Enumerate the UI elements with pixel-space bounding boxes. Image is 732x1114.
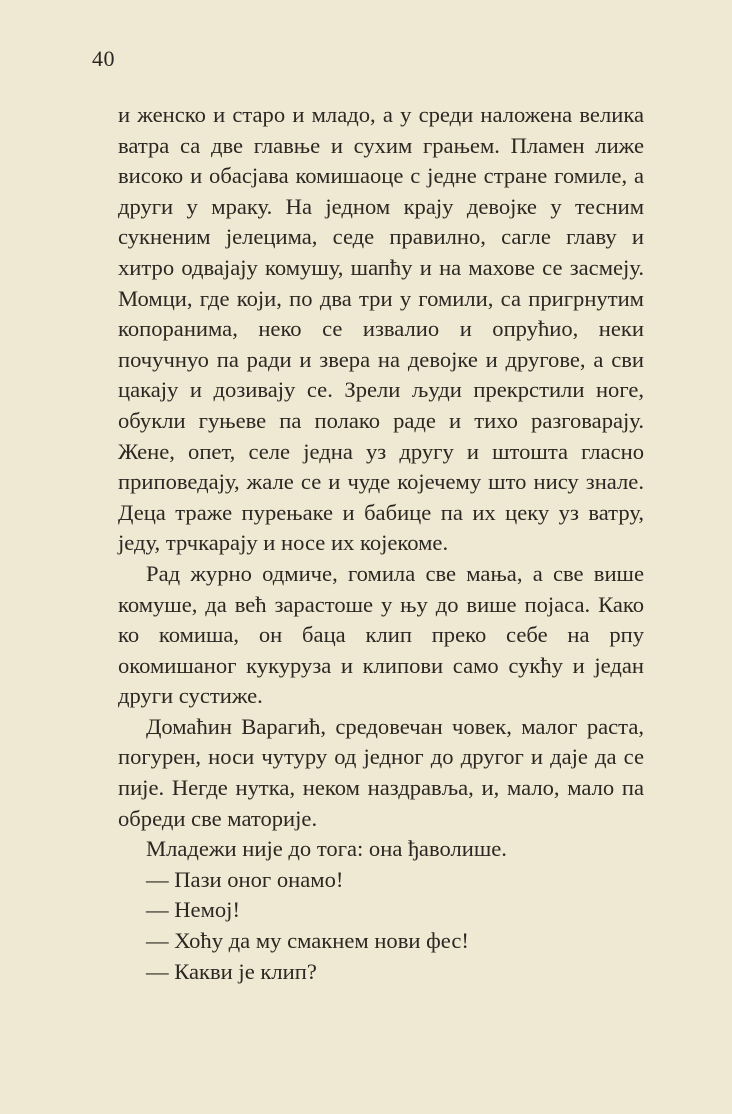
body-text [118,100,644,987]
paragraph: Рад журно одмиче, гомила све мања, а све више комуше, да већ зарастоше у њу до више појаса. Како ко комиша, он баца клип преко себе на рпу окомишаног кукуруза и клипови само сукћу и један други сустиже. [118,560,644,709]
paragraph: Домаћин Варагић, средовечан човек, малог раста, погурен, носи чутуру од једног до другог и даје да се пије. Негде нутка, неком наздравља, и, мало, мало па обреди све маторије. [118,713,644,831]
dialogue-line: — Немој! [146,897,240,923]
dialogue-line: — Какви је клип? [146,958,317,984]
page-number: 40 [92,46,115,71]
paragraph: Младежи није до тога: она ђаволише. [146,836,507,862]
dialogue-line: — Пази оног онамо! [146,866,344,892]
dialogue-line: — Хоћу да му смакнем нови фес! [146,928,469,954]
paragraph: и женско и старо и младо, а у среди наложена велика ватра са две главње и сухим грањем. Пламен лиже високо и обасјава комишаоце с једне стране гомиле, а други у мраку. На једном крају девојке у тесним сукненим јелецима, седе правилно, сагле главу и хитро одвајају комушу, шапћу и на махове се засмеју. Момци, где који, по два три у гомили, са пригрнутим копоранима, неко се извалио и опрућио, неки почучнуо па ради и звера на девојке и другове, а сви цакају и дозивају се. Зрели људи прекрстили ноге, обукли гуњеве па полако раде и тихо разговарају. Жене, опет, селе једна уз другу и штошта гласно приповедају, жале се и чуде којечему што нису знале. Деца траже пурењаке и бабице па их цеку уз ватру, једу, трчкарају и носе их којекоме. [118,102,644,556]
